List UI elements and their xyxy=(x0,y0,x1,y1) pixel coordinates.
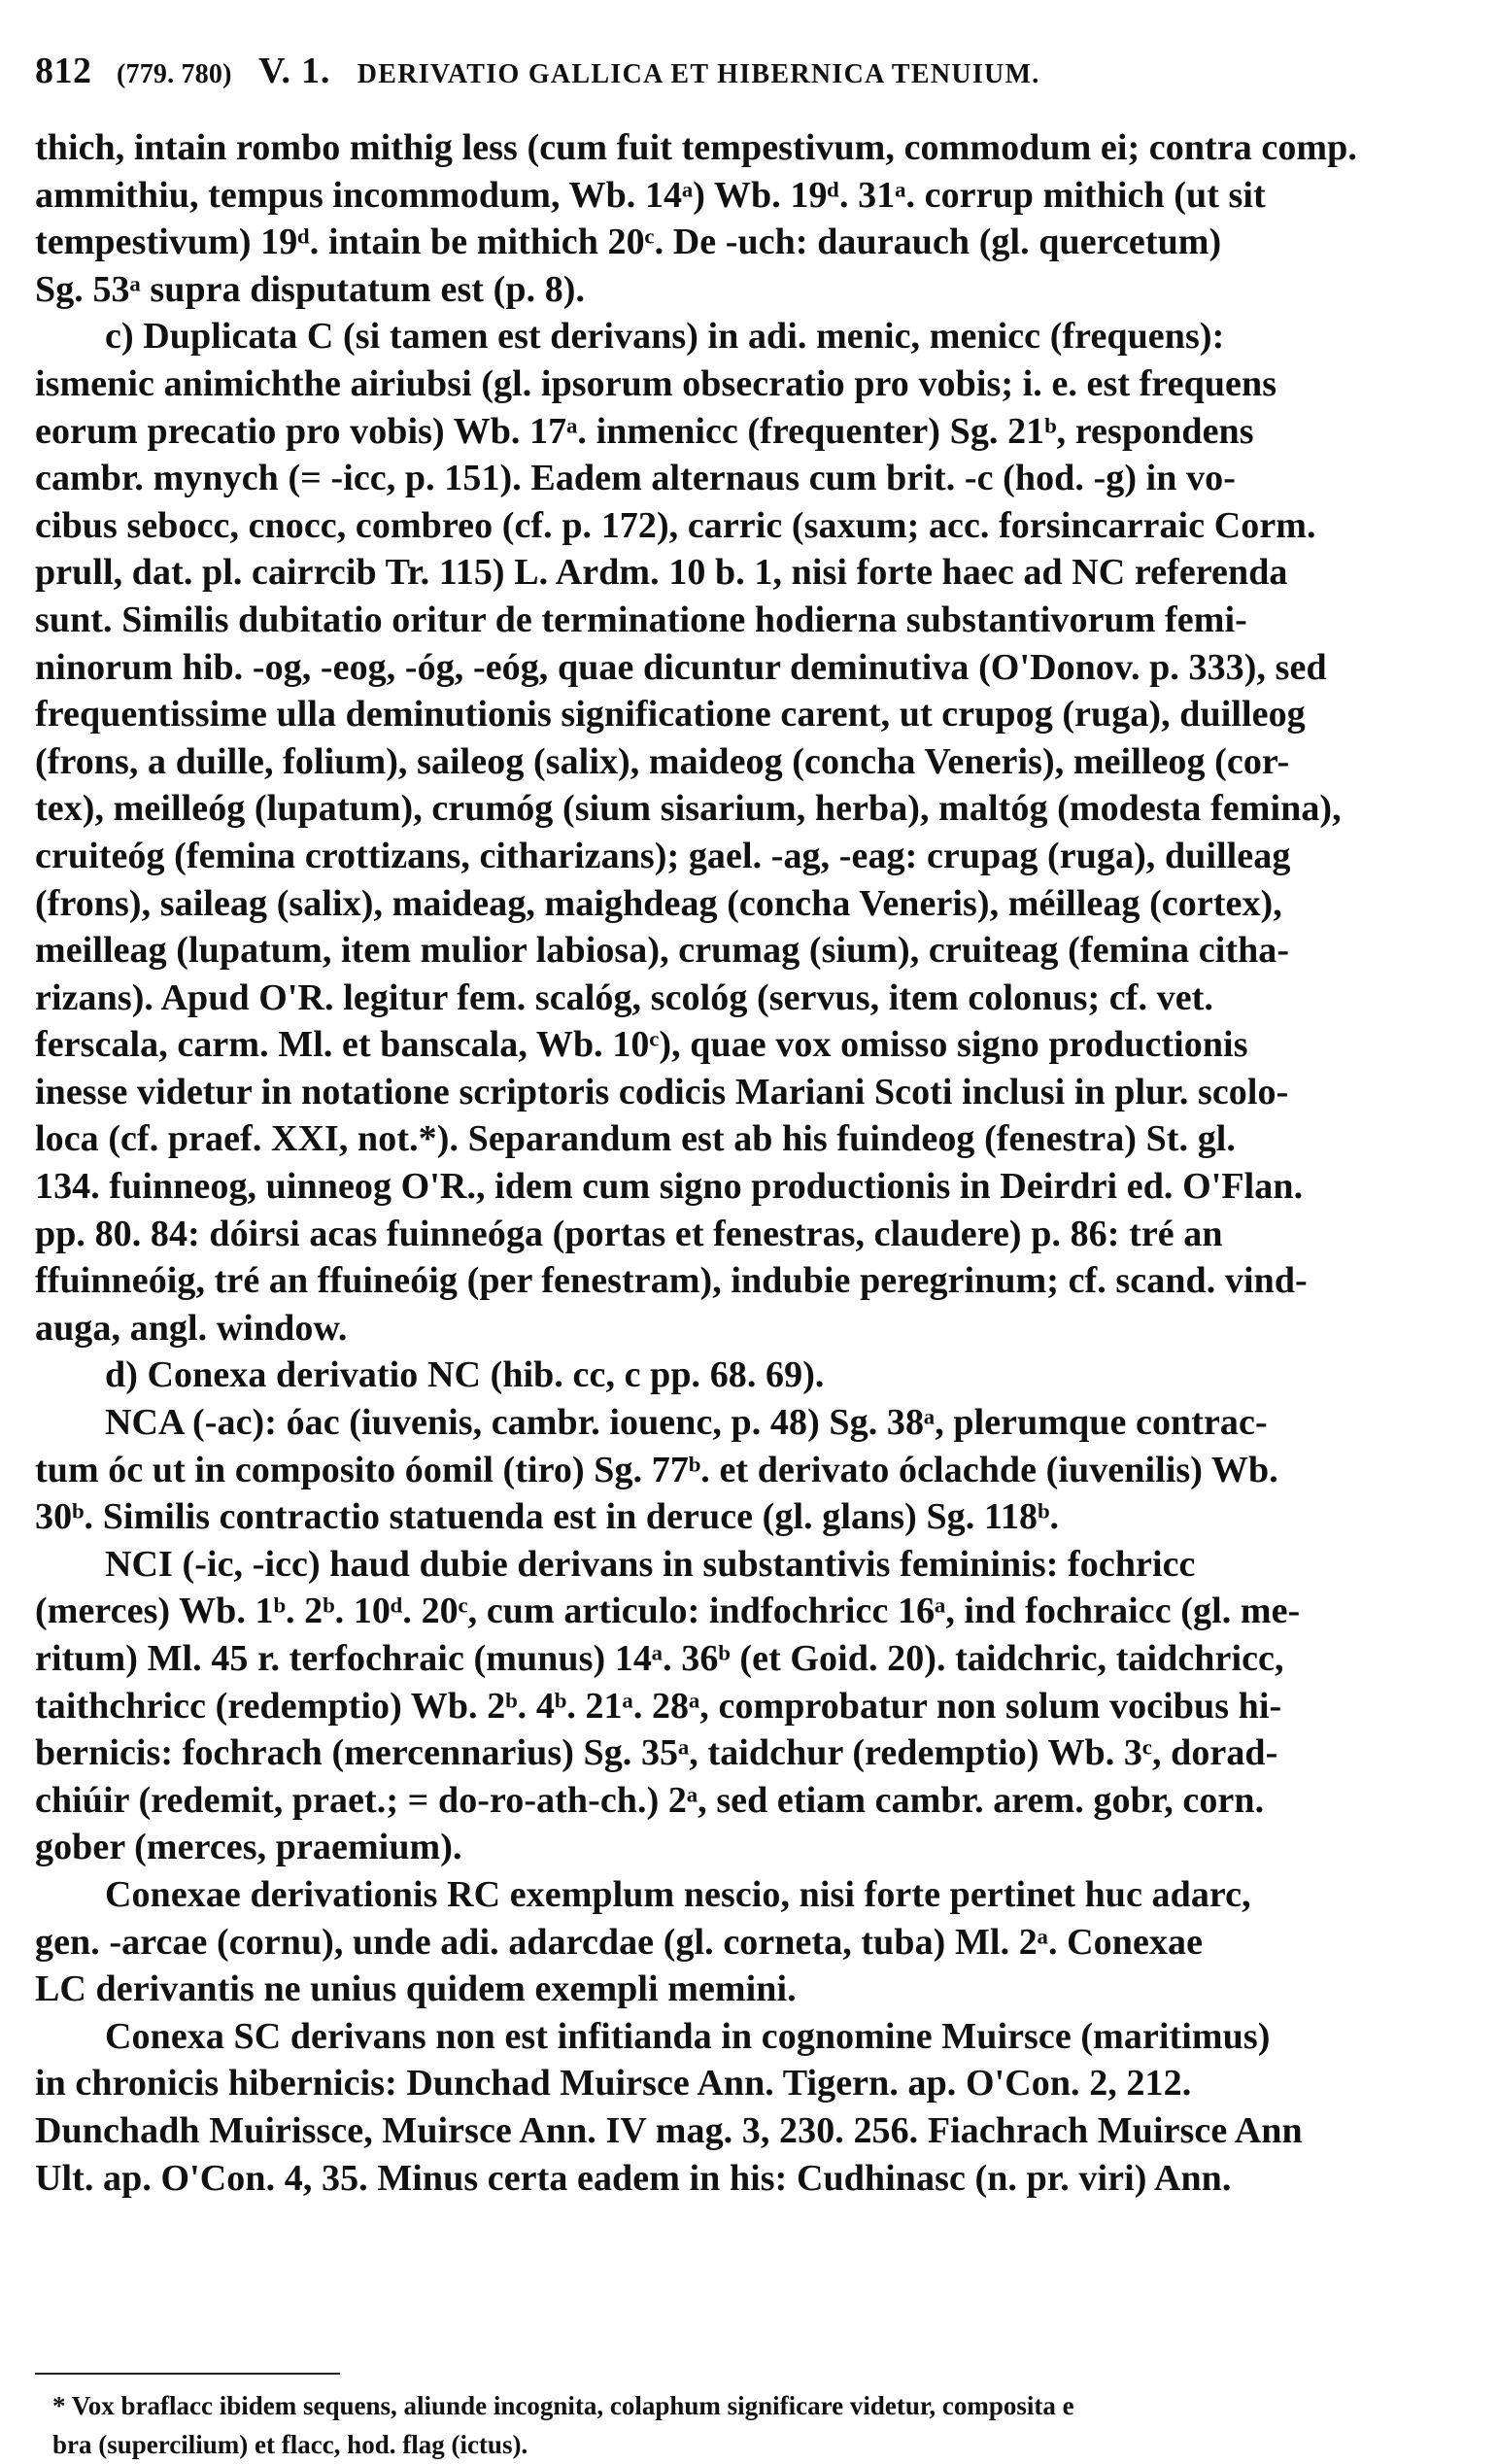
text-line: c) Duplicata C (si tamen est derivans) in adi. menic, menicc (frequens): xyxy=(105,316,1225,358)
footnote-divider xyxy=(35,2373,340,2375)
section-title: DERIVATIO GALLICA ET HIBERNICA TENUIUM. xyxy=(357,59,1040,89)
book-page xyxy=(35,37,1461,2459)
text-line: d) Conexa derivatio NC (hib. cc, c pp. 68. 69). xyxy=(105,1354,825,1396)
text-line: Ult. ap. O'Con. 4, 35. Minus certa eadem in his: Cudhinasc (n. pr. viri) Ann. xyxy=(35,2157,1232,2199)
text-line: Conexae derivationis RC exemplum nescio, nisi forte pertinet huc adarc, xyxy=(105,1873,1251,1915)
paragraph-rc-lc xyxy=(35,1871,1471,2013)
text-line: thich, intain rombo mithig less (cum fuit tempestivum, commodum ei; contra comp. xyxy=(35,127,1357,168)
text-line: ninorum hib. -og, -eog, -óg, -eóg, quae dicuntur deminutiva (O'Donov. p. 333), sed xyxy=(35,646,1327,688)
text-line: 134. fuinneog, uinneog O'R., idem cum signo productionis in Deirdri ed. O'Flan. xyxy=(35,1166,1304,1208)
body-text xyxy=(35,124,1471,2202)
text-line: (frons, a duille, folium), saileog (salix), maideog (concha Veneris), meilleog (cor- xyxy=(35,740,1290,782)
text-line: cambr. mynych (= -icc, p. 151). Eadem alternaus cum brit. -c (hod. -g) in vo- xyxy=(35,458,1236,499)
text-line: ferscala, carm. Ml. et banscala, Wb. 10ᶜ), quae vox omisso signo productionis xyxy=(35,1024,1248,1066)
text-line: Sg. 53ᵃ supra disputatum est (p. 8). xyxy=(35,268,586,310)
footnote-line: * Vox braflacc ibidem sequens, aliunde incognita, colaphum significare videtur, composita e xyxy=(52,2391,1074,2420)
text-line: Dunchadh Muirissce, Muirsce Ann. IV mag. 3, 230. 256. Fiachrach Muirsce Ann xyxy=(35,2109,1303,2151)
text-line: bernicis: fochrach (mercennarius) Sg. 35ᵃ, taidchur (redemptio) Wb. 3ᶜ, dorad- xyxy=(35,1732,1278,1774)
text-line: (frons), saileag (salix), maideag, maighdeag (concha Veneris), méilleag (cortex), xyxy=(35,882,1282,924)
paragraph-conexa-derivatio-nc xyxy=(35,1352,1471,1399)
text-line: cibus sebocc, cnocc, combreo (cf. p. 172), carric (saxum; acc. forsincarraic Corm. xyxy=(35,504,1316,546)
text-line: frequentissime ulla deminutionis significatione carent, ut crupog (ruga), duilleog xyxy=(35,694,1306,736)
paragraph-nca xyxy=(35,1399,1471,1541)
text-line: chiúir (redemit, praet.; = do-ro-ath-ch.) 2ᵃ, sed etiam cambr. arem. gobr, corn. xyxy=(35,1779,1265,1821)
paragraph-nci xyxy=(35,1541,1471,1871)
text-line: tum óc ut in composito óomil (tiro) Sg. 77ᵇ. et derivato óclachde (iuvenilis) Wb. xyxy=(35,1449,1278,1490)
footnotes xyxy=(52,2386,1461,2464)
text-line: taithchricc (redemptio) Wb. 2ᵇ. 4ᵇ. 21ᵃ. 28ᵃ, comprobatur non solum vocibus hi- xyxy=(35,1685,1282,1727)
text-line: inesse videtur in notatione scriptoris codicis Mariani Scoti inclusi in plur. scolo- xyxy=(35,1071,1289,1112)
text-line: tempestivum) 19ᵈ. intain be mithich 20ᶜ. De -uch: daurauch (gl. quercetum) xyxy=(35,222,1222,263)
original-page-reference: (779. 780) xyxy=(117,59,232,89)
text-line: LC derivantis ne unius quidem exempli memini. xyxy=(35,1968,797,2010)
paragraph-sc xyxy=(35,2013,1471,2202)
text-line: sunt. Similis dubitatio oritur de terminatione hodierna substantivorum femi- xyxy=(35,599,1247,640)
text-line: auga, angl. window. xyxy=(35,1307,348,1349)
text-line: cruiteóg (femina crottizans, citharizans); gael. -ag, -eag: crupag (ruga), duilleag xyxy=(35,835,1291,876)
text-line: eorum precatio pro vobis) Wb. 17ᵃ. inmenicc (frequenter) Sg. 21ᵇ, respondens xyxy=(35,410,1254,452)
text-line: rizans). Apud O'R. legitur fem. scalóg, scológ (servus, item colonus; cf. vet. xyxy=(35,976,1213,1018)
text-line: pp. 80. 84: dóirsi acas fuinneóga (portas et fenestras, claudere) p. 86: tré an xyxy=(35,1213,1223,1254)
paragraph-duplicata-c xyxy=(35,313,1471,1352)
text-line: NCI (-ic, -icc) haud dubie derivans in substantivis femininis: fochricc xyxy=(105,1543,1196,1585)
text-line: 30ᵇ. Similis contractio statuenda est in deruce (gl. glans) Sg. 118ᵇ. xyxy=(35,1496,1060,1538)
text-line: ritum) Ml. 45 r. terfochraic (munus) 14ᵃ. 36ᵇ (et Goid. 20). taidchric, taidchricc, xyxy=(35,1638,1284,1679)
text-line: (merces) Wb. 1ᵇ. 2ᵇ. 10ᵈ. 20ᶜ, cum articulo: indfochricc 16ᵃ, ind fochraicc (gl. me- xyxy=(35,1591,1301,1632)
text-line: prull, dat. pl. cairrcib Tr. 115) L. Ardm. 10 b. 1, nisi forte haec ad NC referenda xyxy=(35,552,1288,594)
text-line: gober (merces, praemium). xyxy=(35,1827,462,1868)
text-line: in chronicis hibernicis: Dunchad Muirsce Ann. Tigern. ap. O'Con. 2, 212. xyxy=(35,2063,1192,2105)
text-line: tex), meilleóg (lupatum), crumóg (sium sisarium, herba), maltóg (modesta femina), xyxy=(35,788,1342,830)
text-line: Conexa SC derivans non est infitianda in cognomine Muirsce (maritimus) xyxy=(105,2015,1271,2057)
text-line: ammithiu, tempus incommodum, Wb. 14ᵃ) Wb. 19ᵈ. 31ᵃ. corrup mithich (ut sit xyxy=(35,174,1266,216)
text-line: NCA (-ac): óac (iuvenis, cambr. iouenc, p. 48) Sg. 38ᵃ, plerumque contrac- xyxy=(105,1402,1268,1444)
text-line: meilleag (lupatum, item mulior labiosa), crumag (sium), cruiteag (femina citha- xyxy=(35,930,1290,972)
paragraph-tempestivum xyxy=(35,124,1471,313)
running-head xyxy=(35,37,1434,105)
text-line: gen. -arcae (cornu), unde adi. adarcdae (gl. corneta, tuba) Ml. 2ᵃ. Conexae xyxy=(35,1921,1204,1963)
page-number: 812 xyxy=(35,51,92,91)
section-label: V. 1. xyxy=(258,51,331,91)
text-line: loca (cf. praef. XXI, not.*). Separandum est ab his fuindeog (fenestra) St. gl. xyxy=(35,1118,1236,1160)
text-line: ffuinneóig, tré an ffuineóig (per fenestram), indubie peregrinum; cf. scand. vind- xyxy=(35,1260,1308,1302)
text-line: ismenic animichthe airiubsi (gl. ipsorum obsecratio pro vobis; i. e. est frequens xyxy=(35,362,1277,404)
footnote-line: bra (supercilium) et flacc, hod. flag (ictus). xyxy=(52,2430,528,2459)
